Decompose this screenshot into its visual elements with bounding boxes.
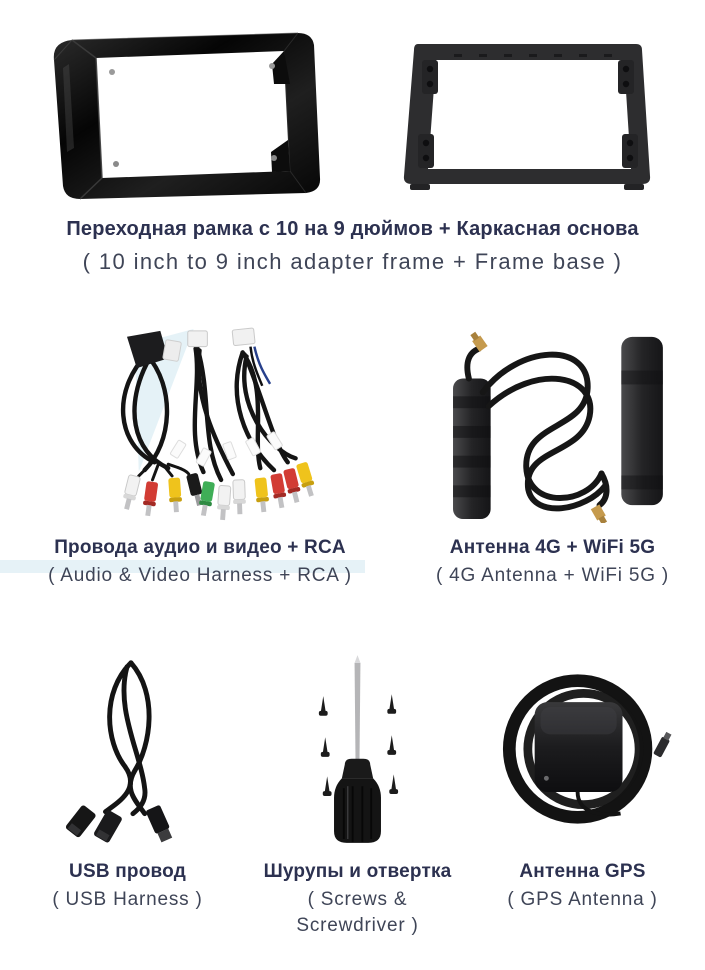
gps-antenna-figure <box>460 653 705 939</box>
gps-antenna-label-en: ( GPS Antenna ) <box>507 889 658 910</box>
frame-base-image <box>384 34 669 194</box>
adapter-frame-label-en: ( 10 inch to 9 inch adapter frame + Frame base ) <box>82 249 623 274</box>
section-adapter-frame <box>0 0 705 277</box>
usb-cable-image <box>53 653 203 845</box>
screws-screwdriver-figure <box>255 653 460 939</box>
usb-harness-label-ru: USB провод <box>69 861 186 882</box>
screwdriver-image <box>290 653 425 845</box>
antenna-4g-image <box>439 327 667 523</box>
antenna-4g-label-en: ( 4G Antenna + WiFi 5G ) <box>435 565 670 586</box>
rca-harness-figure <box>0 327 400 589</box>
gps-antenna-image <box>480 653 685 845</box>
section-bottom-row <box>0 653 705 939</box>
gold-connector-bottom <box>590 504 608 523</box>
rca-harness-label-en: ( Audio & Video Harness + RCA ) <box>48 565 352 586</box>
usb-port-2 <box>92 809 122 843</box>
usb-plug <box>145 805 174 844</box>
adapter-frame-label-ru: Переходная рамка с 10 на 9 дюймов + Каркасная основа <box>66 218 639 240</box>
frame-images-row <box>0 28 705 200</box>
adapter-frame-image <box>36 28 336 200</box>
usb-harness-label-en: ( USB Harness ) <box>52 889 203 910</box>
screws-screwdriver-label-en: ( Screws & Screwdriver ) <box>296 889 419 936</box>
usb-harness-figure <box>0 653 255 939</box>
rca-harness-image <box>78 327 323 523</box>
antenna-4g-figure <box>400 327 705 589</box>
screws-screwdriver-label-ru: Шурупы и отвертка <box>263 861 452 882</box>
usb-port-1 <box>64 804 96 838</box>
gps-antenna-label-ru: Антенна GPS <box>519 861 646 882</box>
gold-connector-top <box>468 331 487 352</box>
gps-connector <box>653 731 673 758</box>
section-middle-row <box>0 327 705 589</box>
rca-harness-label-ru: Провода аудио и видео + RCA <box>54 537 346 558</box>
antenna-4g-label-ru: Антенна 4G + WiFi 5G <box>449 537 656 558</box>
